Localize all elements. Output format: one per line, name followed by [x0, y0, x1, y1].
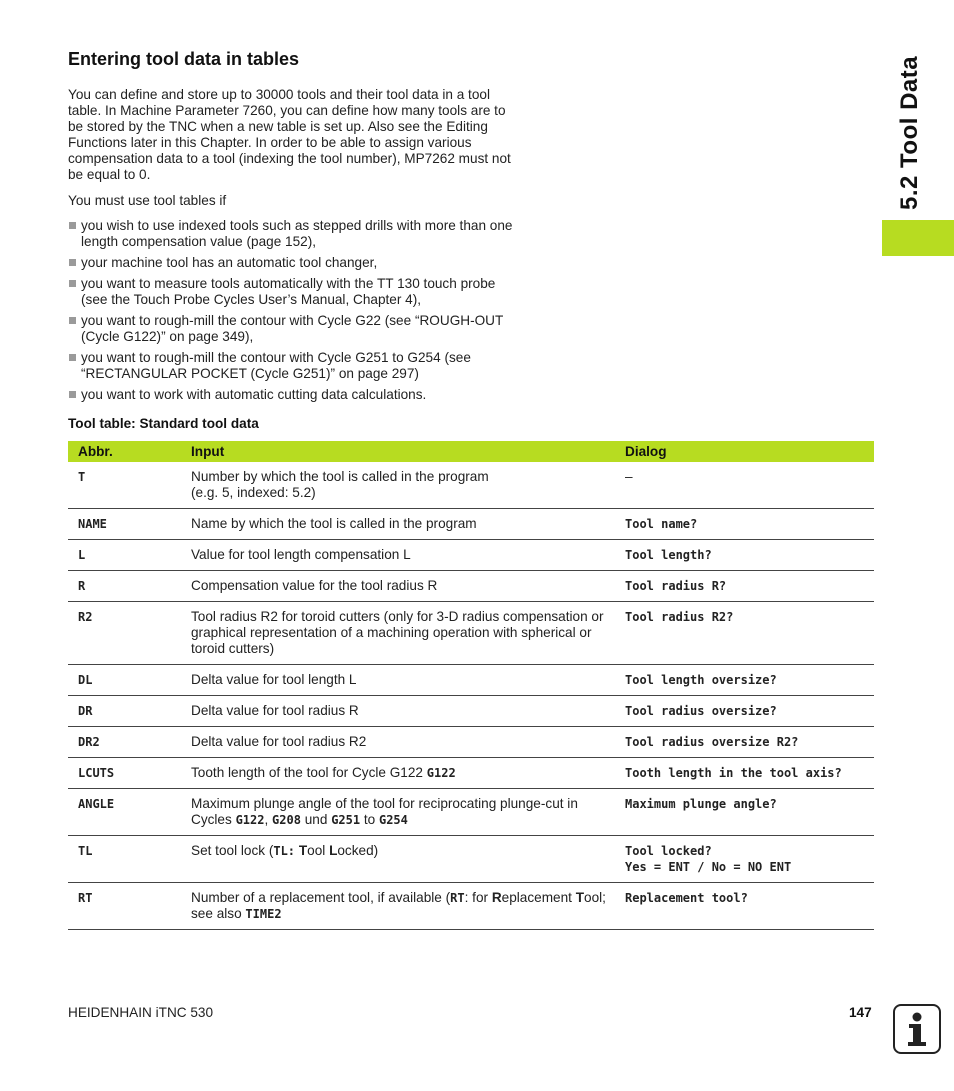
intro-paragraph: You can define and store up to 30000 tools and their tool data in a tool table. In Machine Parameter 7260, you can define how many tools are to be stored by the TNC when a new table is set up. Also see the Editing Functions later in this Chapter. In order to be able to assign various compensation data to a tool (indexing the tool number), MP7262 must not be equal to 0.: [68, 87, 511, 182]
dialog-cell: Tool radius oversize?: [615, 696, 874, 727]
input-cell: Set tool lock (TL: Tool Locked): [181, 836, 615, 883]
requirement-list: [68, 218, 514, 408]
dialog-cell: Maximum plunge angle?: [615, 789, 874, 836]
dialog-cell: Replacement tool?: [615, 883, 874, 930]
input-cell: Name by which the tool is called in the program: [181, 509, 615, 540]
table-row: [68, 727, 874, 758]
abbr-cell: ANGLE: [68, 789, 181, 836]
table-row: [68, 758, 874, 789]
page-number: 147: [849, 1005, 872, 1020]
dialog-cell: Tool locked? Yes = ENT / No = NO ENT: [615, 836, 874, 883]
table-row: [68, 883, 874, 930]
footer-product: HEIDENHAIN iTNC 530: [68, 1005, 214, 1020]
input-cell: Compensation value for the tool radius R: [181, 571, 615, 602]
abbr-cell: R: [68, 571, 181, 602]
abbr-cell: TL: [68, 836, 181, 883]
input-cell: Maximum plunge angle of the tool for reciprocating plunge-cut in Cycles G122, G208 und G251 to G254: [181, 789, 615, 836]
list-item: your machine tool has an automatic tool changer,: [68, 255, 514, 271]
bullet-square-icon: [69, 317, 76, 324]
dialog-cell: Tool radius R2?: [615, 602, 874, 665]
table-header-row: [68, 441, 874, 462]
input-cell: Tooth length of the tool for Cycle G122 G122: [181, 758, 615, 789]
bullet-square-icon: [69, 280, 76, 287]
input-cell: Tool radius R2 for toroid cutters (only for 3-D radius compensation or graphical representation of a machining operation with spherical or toroid cutters): [181, 602, 615, 665]
input-cell: Delta value for tool radius R: [181, 696, 615, 727]
column-header-input: Input: [181, 441, 615, 462]
bullet-square-icon: [69, 259, 76, 266]
abbr-cell: LCUTS: [68, 758, 181, 789]
table-row: [68, 789, 874, 836]
list-item: you want to rough-mill the contour with Cycle G22 (see “ROUGH-OUT (Cycle G122)” on page 349),: [68, 313, 514, 345]
dialog-cell: Tool name?: [615, 509, 874, 540]
table-row: [68, 462, 874, 509]
list-item: you want to rough-mill the contour with Cycle G251 to G254 (see “RECTANGULAR POCKET (Cycle G251)” on page 297): [68, 350, 514, 382]
table-row: [68, 602, 874, 665]
dialog-cell: Tool radius R?: [615, 571, 874, 602]
dialog-cell: –: [615, 462, 874, 509]
table-row: [68, 509, 874, 540]
dialog-cell: Tooth length in the tool axis?: [615, 758, 874, 789]
abbr-cell: DR: [68, 696, 181, 727]
abbr-cell: L: [68, 540, 181, 571]
abbr-cell: R2: [68, 602, 181, 665]
abbr-cell: NAME: [68, 509, 181, 540]
abbr-cell: RT: [68, 883, 181, 930]
bullet-square-icon: [69, 391, 76, 398]
abbr-cell: DR2: [68, 727, 181, 758]
column-header-dialog: Dialog: [615, 441, 874, 462]
table-row: [68, 571, 874, 602]
table-row: [68, 540, 874, 571]
input-cell: Delta value for tool radius R2: [181, 727, 615, 758]
table-caption: Tool table: Standard tool data: [68, 416, 259, 431]
table-row: [68, 836, 874, 883]
tool-data-table: [68, 441, 874, 930]
input-cell: Number by which the tool is called in the program (e.g. 5, indexed: 5.2): [181, 462, 615, 509]
input-cell: Delta value for tool length L: [181, 665, 615, 696]
abbr-cell: DL: [68, 665, 181, 696]
table-row: [68, 665, 874, 696]
info-icon: [893, 1004, 941, 1054]
list-item: you want to measure tools automatically with the TT 130 touch probe (see the Touch Probe Cycles User’s Manual, Chapter 4),: [68, 276, 514, 308]
list-item: you want to work with automatic cutting data calculations.: [68, 387, 514, 403]
must-use-paragraph: You must use tool tables if: [68, 193, 227, 208]
table-row: [68, 696, 874, 727]
section-title: Entering tool data in tables: [68, 49, 300, 69]
list-item: you wish to use indexed tools such as stepped drills with more than one length compensation value (page 152),: [68, 218, 514, 250]
chapter-tab-marker: [882, 220, 954, 256]
dialog-cell: Tool radius oversize R2?: [615, 727, 874, 758]
bullet-square-icon: [69, 222, 76, 229]
column-header-abbr: Abbr.: [68, 441, 181, 462]
dialog-cell: Tool length?: [615, 540, 874, 571]
abbr-cell: T: [68, 462, 181, 509]
chapter-side-title: 5.2 Tool Data: [896, 55, 923, 210]
dialog-cell: Tool length oversize?: [615, 665, 874, 696]
bullet-square-icon: [69, 354, 76, 361]
input-cell: Value for tool length compensation L: [181, 540, 615, 571]
input-cell: Number of a replacement tool, if available (RT: for Replacement Tool; see also TIME2: [181, 883, 615, 930]
